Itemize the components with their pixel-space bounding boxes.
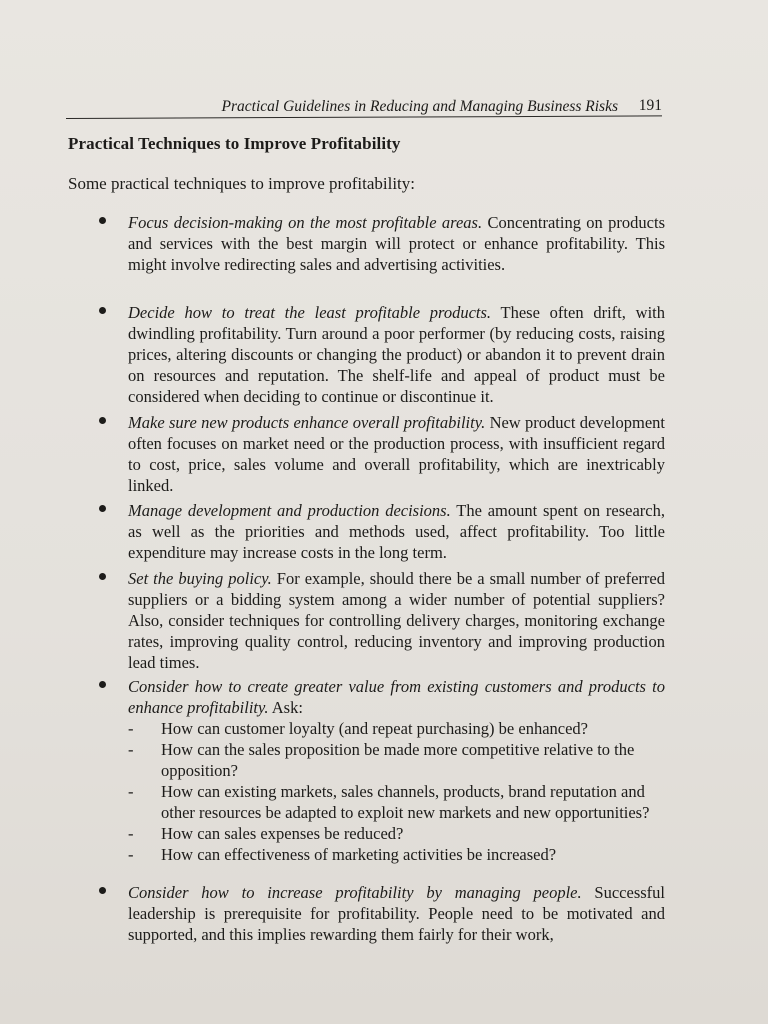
dash-icon: - [128, 719, 134, 738]
dash-icon: - [128, 845, 134, 864]
bullet-item [128, 568, 665, 673]
question-text: How can customer loyalty (and repeat purchasing) be enhanced? [161, 719, 588, 738]
bullet-lead: Focus decision-making on the most profitable areas. [128, 213, 483, 232]
list-item [128, 739, 665, 781]
bullet-dot-icon [99, 217, 106, 224]
list-item [128, 781, 665, 823]
bullet-body: New product development often focuses on market need or the production process, with insufficient regard to cost, price, sales volume and overall profitability, which are inextricably linked. [128, 413, 665, 495]
bullet-lead: Decide how to treat the least profitable products. [128, 303, 492, 322]
bullet-dot-icon [99, 505, 106, 512]
bullet-lead: Consider how to create greater value from existing customers and products to enhance profitability. [128, 677, 665, 717]
bullet-dot-icon [99, 307, 106, 314]
page-number: 191 [638, 97, 662, 114]
list-item [128, 823, 665, 844]
bullet-lead: Consider how to increase profitability by managing people. [128, 883, 582, 902]
list-item [128, 718, 665, 739]
dash-icon: - [128, 824, 134, 843]
header-rule [66, 115, 662, 119]
dash-icon: - [128, 782, 134, 801]
question-text: How can sales expenses be reduced? [161, 824, 404, 843]
bullet-lead: Manage development and production decisions. [128, 501, 451, 520]
bullet-dot-icon [99, 417, 106, 424]
bullet-dot-icon [99, 887, 106, 894]
bullet-item [128, 676, 665, 865]
intro-text: Some practical techniques to improve profitability: [68, 174, 415, 193]
bullet-item [128, 302, 665, 407]
bullet-body: The amount spent on research, as well as the priorities and methods used, affect profitability. Too little expenditure may increase costs in the long term. [128, 501, 665, 562]
bullet-dot-icon [99, 573, 106, 580]
bullet-body: These often drift, with dwindling profitability. Turn around a poor performer (by reducing costs, raising prices, altering discounts or changing the product) or abandon it to prevent drain on resources and reputation. The shelf-life and appeal of product must be considered when deciding to continue or discontinue it. [128, 303, 665, 406]
question-text: How can effectiveness of marketing activities be increased? [161, 845, 557, 864]
bullet-item [128, 412, 665, 496]
bullet-lead: Set the buying policy. [128, 569, 272, 588]
dash-icon: - [128, 740, 134, 759]
running-title: Practical Guidelines in Reducing and Managing Business Risks [221, 98, 618, 115]
running-header [66, 96, 668, 120]
question-text: How can the sales proposition be made more competitive relative to the opposition? [161, 740, 635, 780]
question-text: How can existing markets, sales channels, products, brand reputation and other resources be adapted to exploit new markets and new opportunities? [161, 782, 650, 822]
bullet-body: Concentrating on products and services with the best margin will protect or enhance profitability. This might involve redirecting sales and advertising activities. [128, 213, 666, 274]
question-list [128, 718, 665, 865]
bullet-body: For example, should there be a small number of preferred suppliers or a bidding system among a wider number of potential suppliers? Also, consider techniques for controlling delivery charges, monitoring exchange rates, improving quality control, reducing inventory and improving production lead times. [128, 569, 665, 672]
section-title: Practical Techniques to Improve Profitability [68, 134, 401, 153]
bullet-dot-icon [99, 681, 106, 688]
bullet-item [128, 212, 665, 275]
bullet-item [128, 882, 665, 945]
bullet-body: Ask: [268, 698, 303, 717]
bullet-body: Successful leadership is prerequisite for profitability. People need to be motivated and supported, and this implies rewarding them fairly for their work, [128, 883, 665, 944]
list-item [128, 844, 665, 865]
bullet-lead: Make sure new products enhance overall profitability. [128, 413, 486, 432]
bullet-item [128, 500, 665, 563]
